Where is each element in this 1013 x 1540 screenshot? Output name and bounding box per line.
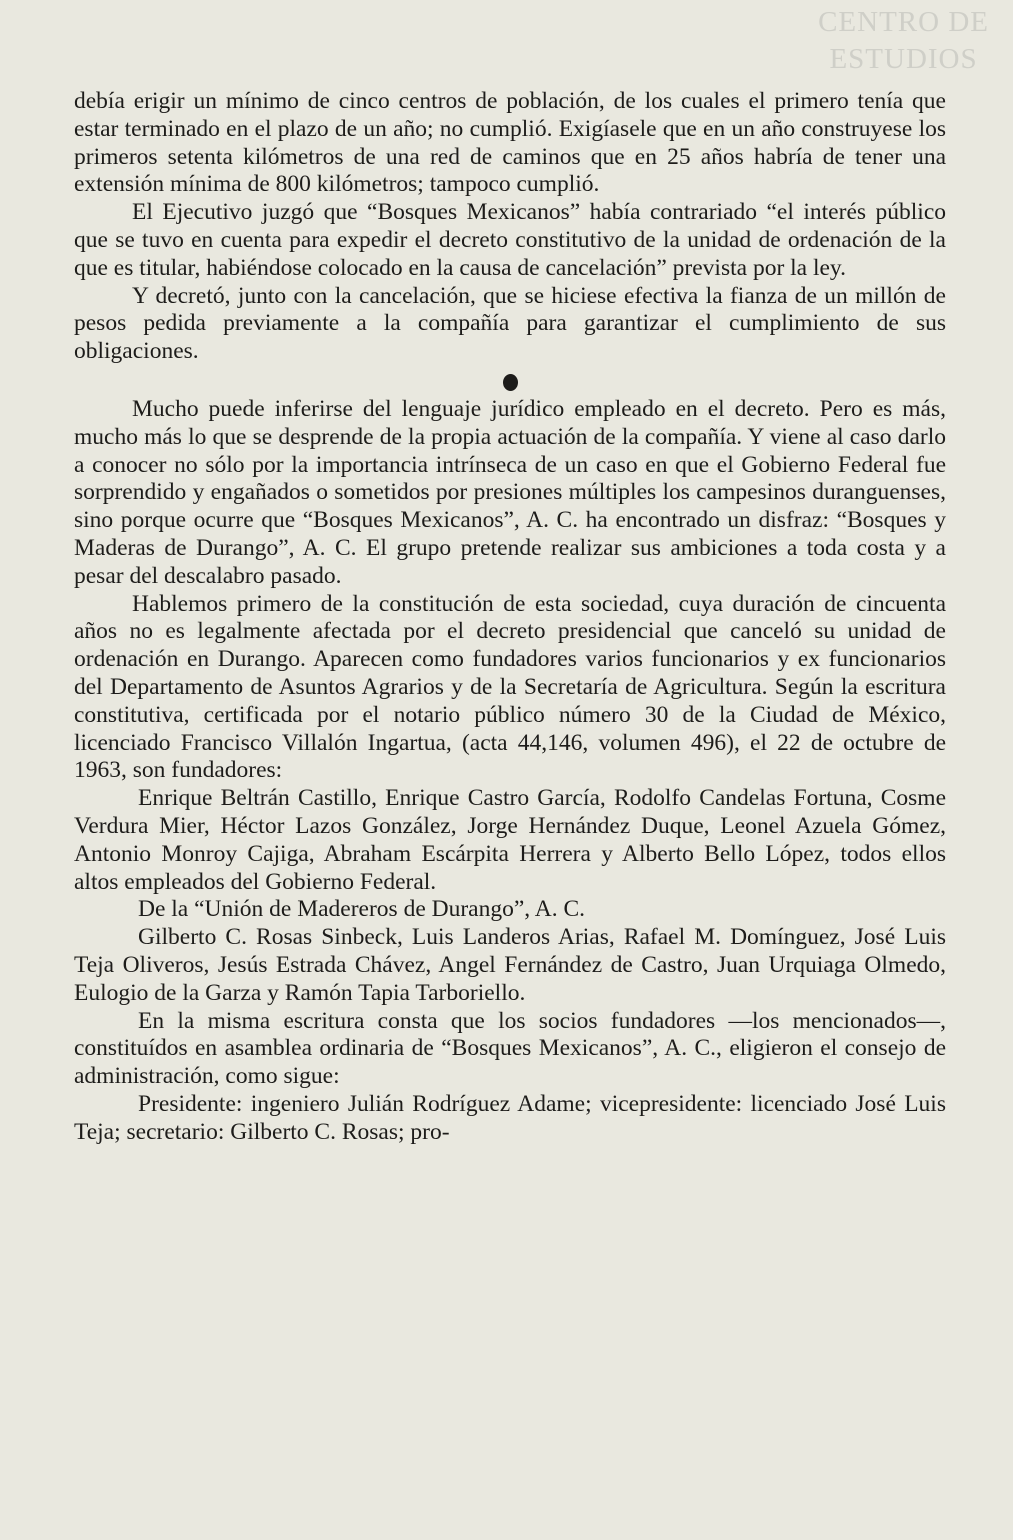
section-divider [74, 366, 946, 396]
bullet-dot-icon [503, 374, 518, 391]
paragraph: Presidente: ingeniero Julián Rodríguez Adame; vicepresidente: licenciado José Luis Teja; secretario: Gilberto C. Rosas; pro- [74, 1090, 946, 1145]
book-page [74, 88, 946, 1146]
paragraph: Mucho puede inferirse del lenguaje jurídico empleado en el decreto. Pero es más, mucho más lo que se desprende de la propia actuación de la compañía. Y viene al caso darlo a conocer no sólo por la importancia intrínseca de un caso en que el Gobierno Federal fue sorprendido y engañados o sometidos por presiones múltiples los campesinos duranguenses, sino porque ocurre que “Bosques Mexicanos”, A. C. ha encontrado un disfraz: “Bosques y Maderas de Durango”, A. C. El grupo pretende realizar sus ambiciones a toda costa y a pesar del descalabro pasado. [74, 395, 946, 589]
paragraph: Hablemos primero de la constitución de esta sociedad, cuya duración de cincuenta años no es legalmente afectada por el decreto presidencial que canceló su unidad de ordenación en Durango. Aparecen como fundadores varios funcionarios y ex funcionarios del Departamento de Asuntos Agrarios y de la Secretaría de Agricultura. Según la escritura constitutiva, certificada por el notario público número 30 de la Ciudad de México, licenciado Francisco Villalón Ingartua, (acta 44,146, volumen 496), el 22 de octubre de 1963, son fundadores: [74, 590, 946, 784]
paragraph: De la “Unión de Madereros de Durango”, A. C. [138, 896, 586, 923]
paragraph: En la misma escritura consta que los socios fundadores —los mencionados—, constituídos en asamblea ordinaria de “Bosques Mexicanos”, A. C., eligieron el consejo de administración, como sigue: [74, 1007, 946, 1090]
paragraph: debía erigir un mínimo de cinco centros de población, de los cuales el primero tenía que estar terminado en el plazo de un año; no cumplió. Exigíasele que en un año construyese los primeros setenta kilómetros de una red de caminos que en 25 años habría de tener una extensión mínima de 800 kilómetros; tampoco cumplió. [74, 88, 946, 198]
paragraph: Enrique Beltrán Castillo, Enrique Castro García, Rodolfo Candelas Fortuna, Cosme Verdura Mier, Héctor Lazos González, Jorge Hernández Duque, Leonel Azuela Gómez, Antonio Monroy Cajiga, Abraham Escárpita Herrera y Alberto Bello López, todos ellos altos empleados del Gobierno Federal. [74, 785, 946, 895]
paragraph: Gilberto C. Rosas Sinbeck, Luis Landeros Arias, Rafael M. Domínguez, José Luis Teja Oliveros, Jesús Estrada Chávez, Angel Fernández de Castro, Juan Urquiaga Olmedo, Eulogio de la Garza y Ramón Tapia Tarboriello. [74, 924, 946, 1006]
paragraph: El Ejecutivo juzgó que “Bosques Mexicanos” había contrariado “el interés público que se tuvo en cuenta para expedir el decreto constitutivo de la unidad de ordenación de la que es titular, habiéndose colocado en la causa de cancelación” prevista por la ley. [74, 199, 946, 281]
archive-watermark [818, 4, 989, 78]
watermark-line: ESTUDIOS [829, 43, 978, 75]
paragraph: Y decretó, junto con la cancelación, que se hiciese efectiva la fianza de un millón de pesos pedida previamente a la compañía para garantizar el cumplimiento de sus obligaciones. [74, 282, 946, 365]
watermark-line: CENTRO DE [818, 6, 989, 38]
